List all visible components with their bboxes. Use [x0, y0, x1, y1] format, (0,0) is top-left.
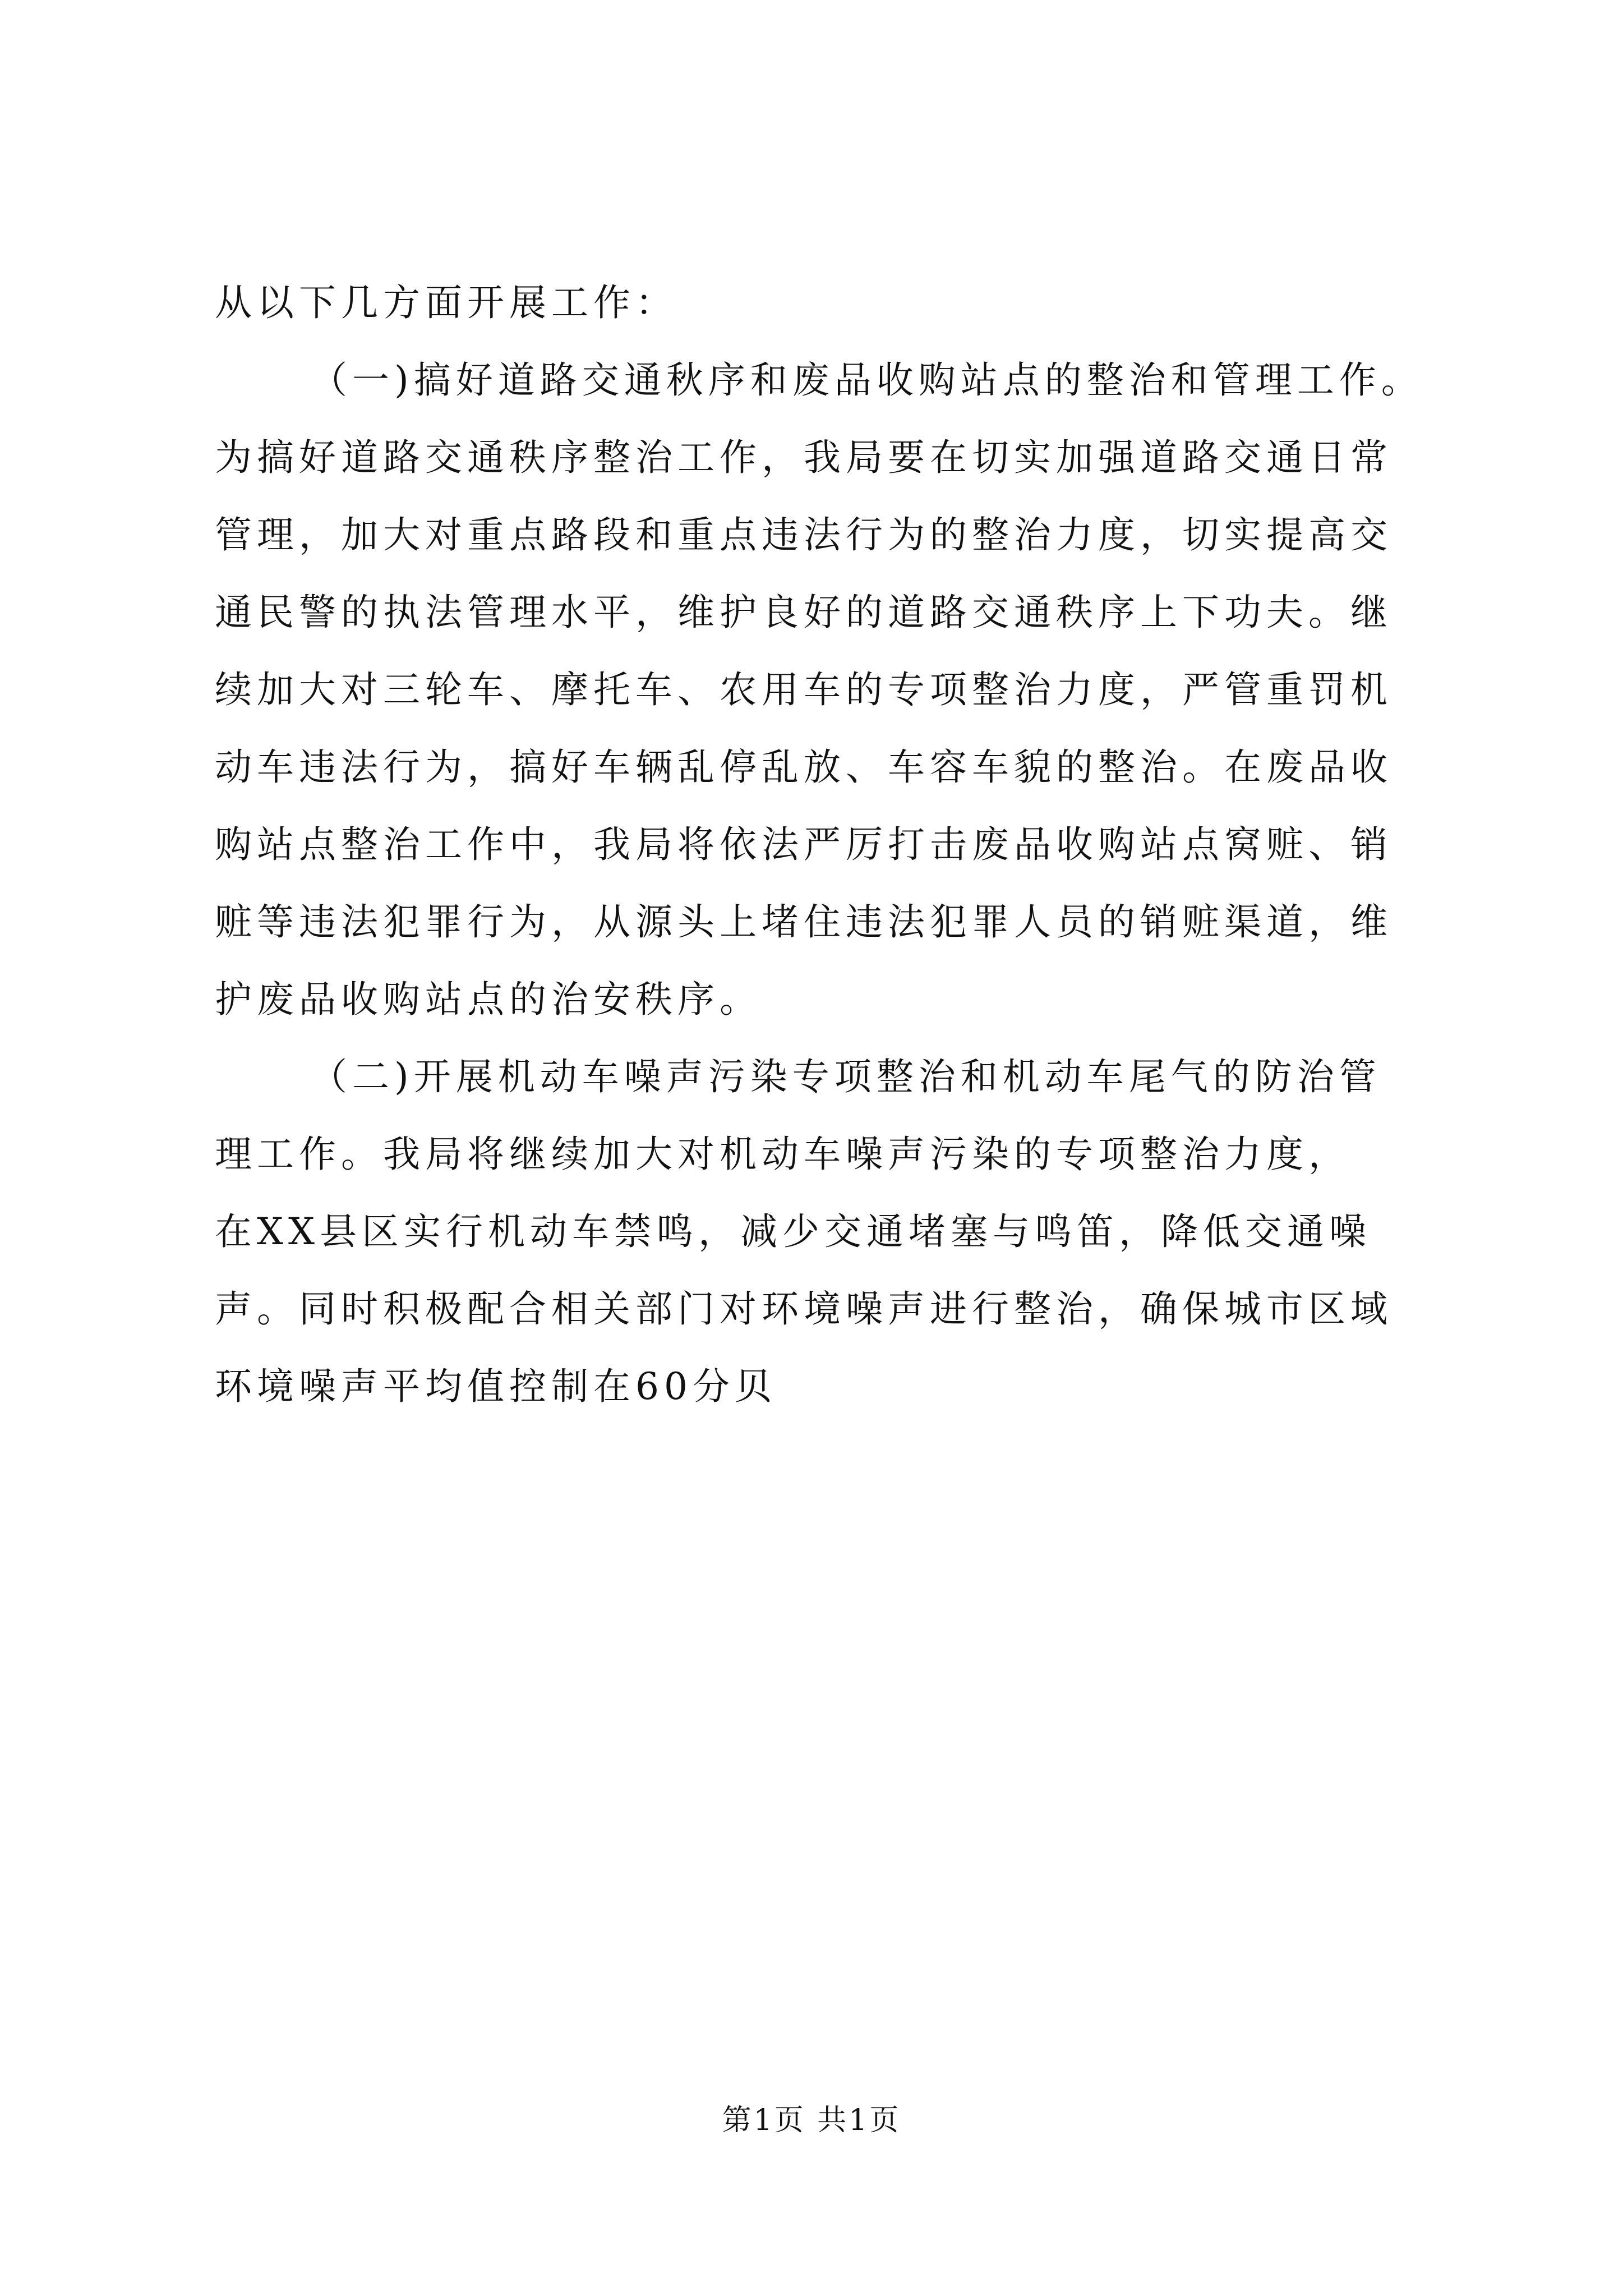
text-line-9: 赃等违法犯罪行为，从源头上堵住违法犯罪人员的销赃渠道，维 [215, 900, 1393, 944]
text-line-8: 购站点整治工作中，我局将依法严厉打击废品收购站点窝赃、销 [215, 823, 1393, 866]
text-line-10: 护废品收购站点的治安秩序。 [215, 978, 762, 1021]
section-heading-2: （二)开展机动车噪声污染专项整治和机动车尾气的防治管 [310, 1055, 1381, 1098]
text-line-13: 在XX县区实行机动车禁鸣，减少交通堵塞与鸣笛，降低交通噪 [215, 1210, 1371, 1253]
page-number-footer: 第1页 共1页 [722, 2104, 901, 2137]
text-line-3: 为搞好道路交通秩序整治工作，我局要在切实加强道路交通日常 [215, 436, 1393, 479]
text-line-14: 声。同时积极配合相关部门对环境噪声进行整治，确保城市区域 [215, 1287, 1393, 1331]
text-line-4: 管理，加大对重点路段和重点违法行为的整治力度，切实提高交 [215, 513, 1393, 556]
text-line-15: 环境噪声平均值控制在60分贝 [215, 1365, 777, 1408]
text-line-6: 续加大对三轮车、摩托车、农用车的专项整治力度，严管重罚机 [215, 668, 1393, 711]
text-line-5: 通民警的执法管理水平，维护良好的道路交通秩序上下功夫。继 [215, 591, 1393, 634]
text-line-12: 理工作。我局将继续加大对机动车噪声污染的专项整治力度， [215, 1133, 1350, 1176]
section-heading-1: （一)搞好道路交通秋序和废品收购站点的整治和管理工作。 [310, 358, 1423, 402]
text-line-7: 动车违法行为，搞好车辆乱停乱放、车容车貌的整治。在废品收 [215, 746, 1393, 789]
text-line-1: 从以下几方面开展工作： [215, 281, 677, 324]
